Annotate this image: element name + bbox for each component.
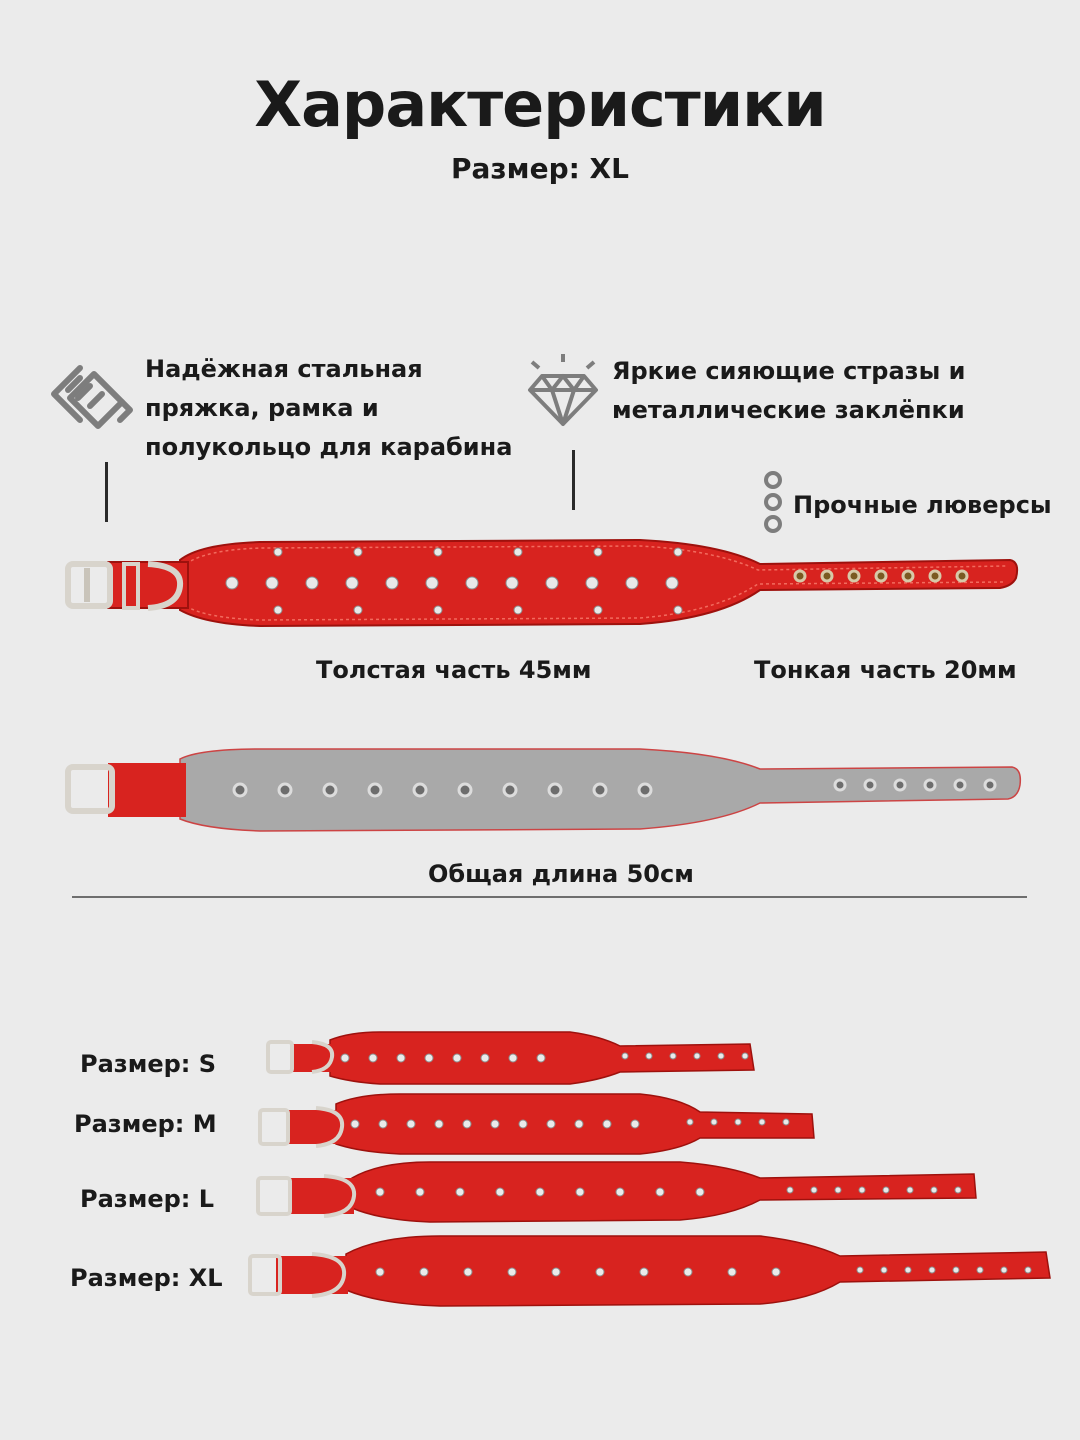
stud xyxy=(386,577,398,589)
stud xyxy=(514,606,522,614)
rhinestone xyxy=(407,1120,415,1128)
rhinestone xyxy=(397,1054,405,1062)
grommet-rings-icon xyxy=(762,470,784,534)
grommet xyxy=(670,1053,676,1059)
page-title: Характеристики xyxy=(254,68,826,141)
grommet xyxy=(955,1187,961,1193)
rhinestone xyxy=(341,1054,349,1062)
stud xyxy=(306,577,318,589)
rhinestone xyxy=(616,1188,624,1196)
grommet xyxy=(414,784,426,796)
rhinestone xyxy=(351,1120,359,1128)
rhinestone xyxy=(425,1054,433,1062)
rhinestones-feature-text xyxy=(612,352,966,430)
grommet xyxy=(876,571,886,581)
grommet xyxy=(279,784,291,796)
rhinestone xyxy=(596,1268,604,1276)
buckle-feature-line-3: полукольцо для карабина xyxy=(145,433,513,461)
rhinestone xyxy=(456,1188,464,1196)
steel-buckle-icon xyxy=(50,360,134,436)
grommet xyxy=(504,784,516,796)
size-collars xyxy=(0,1020,1080,1320)
rhinestone xyxy=(684,1268,692,1276)
grommet xyxy=(811,1187,817,1193)
rhinestone xyxy=(491,1120,499,1128)
grommet xyxy=(324,784,336,796)
rhinestone xyxy=(463,1120,471,1128)
stud xyxy=(594,548,602,556)
rhinestone xyxy=(379,1120,387,1128)
rhinestone xyxy=(416,1188,424,1196)
rhinestones-pointer-line xyxy=(572,450,575,510)
stud xyxy=(626,577,638,589)
grommet xyxy=(369,784,381,796)
buckle-feature-line-1: Надёжная стальная xyxy=(145,355,423,383)
stud xyxy=(226,577,238,589)
grommet xyxy=(907,1187,913,1193)
grommet xyxy=(646,1053,652,1059)
grommet xyxy=(857,1267,863,1273)
rhinestone xyxy=(631,1120,639,1128)
stud xyxy=(354,548,362,556)
grommet xyxy=(718,1053,724,1059)
buckle-feature-text xyxy=(145,350,512,467)
stud xyxy=(274,606,282,614)
rhinestone xyxy=(420,1268,428,1276)
rhinestone xyxy=(576,1188,584,1196)
rhinestone xyxy=(481,1054,489,1062)
thick-part-label: Толстая часть 45мм xyxy=(316,656,592,684)
thin-part-label: Тонкая часть 20мм xyxy=(754,656,1017,684)
stud xyxy=(666,577,678,589)
rhinestone xyxy=(575,1120,583,1128)
diamond-icon xyxy=(522,352,604,428)
total-length-label: Общая длина 50см xyxy=(428,860,694,888)
stud xyxy=(546,577,558,589)
grommet xyxy=(859,1187,865,1193)
grommet xyxy=(787,1187,793,1193)
size-label-l: Размер: L xyxy=(80,1185,215,1213)
stud xyxy=(594,606,602,614)
grommet xyxy=(795,571,805,581)
grommet xyxy=(957,571,967,581)
grommet xyxy=(783,1119,789,1125)
grommet xyxy=(930,571,940,581)
stud xyxy=(674,606,682,614)
grommet xyxy=(835,1187,841,1193)
stud xyxy=(674,548,682,556)
rhinestone xyxy=(656,1188,664,1196)
stud xyxy=(266,577,278,589)
rhinestone xyxy=(376,1188,384,1196)
stud xyxy=(426,577,438,589)
rhinestones-feature-line-2: металлические заклёпки xyxy=(612,396,965,424)
grommet xyxy=(594,784,606,796)
grommet xyxy=(822,571,832,581)
grommet xyxy=(931,1187,937,1193)
collar-front-red xyxy=(0,530,1080,640)
buckle-pointer-line xyxy=(105,462,108,522)
rhinestone xyxy=(772,1268,780,1276)
rhinestone xyxy=(369,1054,377,1062)
stud xyxy=(346,577,358,589)
grommet xyxy=(895,780,905,790)
section-divider xyxy=(72,896,1027,898)
grommet xyxy=(849,571,859,581)
stud xyxy=(506,577,518,589)
rhinestone xyxy=(552,1268,560,1276)
grommet xyxy=(694,1053,700,1059)
stud xyxy=(434,548,442,556)
stud xyxy=(466,577,478,589)
grommet xyxy=(985,780,995,790)
grommet xyxy=(925,780,935,790)
size-label-m: Размер: M xyxy=(74,1110,217,1138)
collar-size-m xyxy=(260,1094,814,1154)
grommet xyxy=(929,1267,935,1273)
page-subtitle: Размер: XL xyxy=(451,152,629,185)
grommet xyxy=(735,1119,741,1125)
rhinestone xyxy=(728,1268,736,1276)
grommet xyxy=(234,784,246,796)
rhinestone xyxy=(509,1054,517,1062)
rhinestone xyxy=(496,1188,504,1196)
grommet xyxy=(903,571,913,581)
stud xyxy=(586,577,598,589)
rhinestone xyxy=(519,1120,527,1128)
grommet xyxy=(549,784,561,796)
grommet xyxy=(459,784,471,796)
grommet xyxy=(835,780,845,790)
size-label-xl: Размер: XL xyxy=(70,1264,223,1292)
grommet xyxy=(711,1119,717,1125)
rhinestone xyxy=(640,1268,648,1276)
stud xyxy=(514,548,522,556)
rhinestone xyxy=(435,1120,443,1128)
grommet xyxy=(881,1267,887,1273)
rhinestone xyxy=(464,1268,472,1276)
rhinestone xyxy=(537,1054,545,1062)
grommet xyxy=(639,784,651,796)
buckle-feature-line-2: пряжка, рамка и xyxy=(145,394,379,422)
grommet xyxy=(955,780,965,790)
size-label-s: Размер: S xyxy=(80,1050,217,1078)
rhinestone xyxy=(453,1054,461,1062)
grommet xyxy=(759,1119,765,1125)
grommet xyxy=(953,1267,959,1273)
rhinestone xyxy=(376,1268,384,1276)
grommet xyxy=(977,1267,983,1273)
stud xyxy=(354,606,362,614)
grommet xyxy=(687,1119,693,1125)
stud xyxy=(434,606,442,614)
rhinestone xyxy=(603,1120,611,1128)
rhinestone xyxy=(508,1268,516,1276)
grommet xyxy=(742,1053,748,1059)
stud xyxy=(274,548,282,556)
rhinestones-feature-line-1: Яркие сияющие стразы и xyxy=(612,357,966,385)
grommet xyxy=(622,1053,628,1059)
collar-back-felt xyxy=(0,745,1080,835)
grommet xyxy=(1025,1267,1031,1273)
rhinestone xyxy=(536,1188,544,1196)
grommet xyxy=(1001,1267,1007,1273)
rhinestone xyxy=(696,1188,704,1196)
grommet xyxy=(865,780,875,790)
grommet xyxy=(883,1187,889,1193)
rhinestone xyxy=(547,1120,555,1128)
grommets-feature-text: Прочные люверсы xyxy=(793,491,1052,519)
grommet xyxy=(905,1267,911,1273)
